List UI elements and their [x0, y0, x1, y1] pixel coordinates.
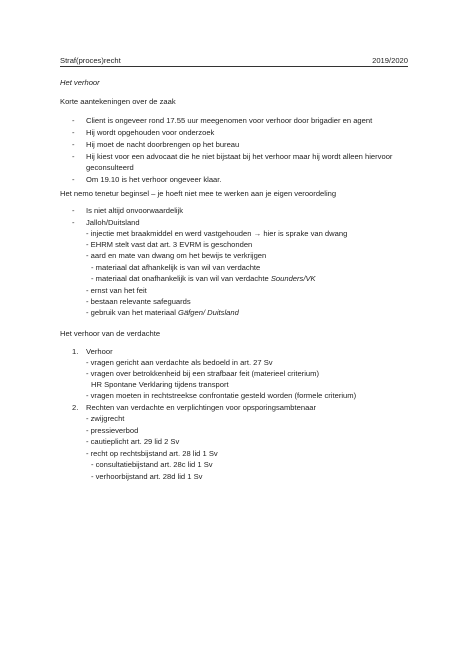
academic-year: 2019/2020	[372, 56, 408, 65]
bullet-dash: -	[72, 140, 75, 149]
nemo-heading: Het nemo tenetur beginsel – je hoeft niet mee te werken aan je eigen veroordeling	[60, 189, 337, 198]
note-item: Om 19.10 is het verhoor ongeveer klaar.	[86, 175, 222, 184]
injection-text: - injectie met braakmiddel en werd vastgehouden	[86, 229, 252, 238]
bullet-dash: -	[72, 116, 75, 125]
onafhankelijk-text: - materiaal dat onafhankelijk is van wil van verdachte	[91, 274, 269, 283]
nemo-subitem: - aard en mate van dwang om het bewijs te verkrijgen	[86, 251, 267, 260]
note-item: Hij wordt opgehouden voor onderzoek	[86, 128, 215, 137]
injection-conclusion: hier is sprake van dwang	[263, 229, 348, 238]
rights-line: - zwijgrecht	[86, 414, 125, 423]
case-reference: Gäfgen/ Duitsland	[178, 308, 239, 317]
rights-line: - pressieverbod	[86, 426, 139, 435]
nemo-subitem: - bestaan relevante safeguards	[86, 297, 191, 306]
bullet-dash: -	[72, 175, 75, 184]
arrow-right-icon: →	[253, 229, 262, 238]
verhoor-line: - vragen moeten in rechtstreekse confrontatie gesteld worden (formele criterium)	[86, 391, 357, 400]
verdachte-heading: Het verhoor van de verdachte	[60, 329, 161, 338]
nemo-subitem	[86, 309, 239, 317]
list-number: 1.	[72, 347, 79, 356]
nemo-subitem: - ernst van het feit	[86, 286, 147, 295]
rights-line: - verhoorbijstand art. 28d lid 1 Sv	[91, 472, 203, 481]
course-title: Straf(proces)recht	[60, 56, 121, 65]
nemo-subitem: - EHRM stelt vast dat art. 3 EVRM is geschonden	[86, 240, 253, 249]
notes-heading: Korte aantekeningen over de zaak	[60, 97, 176, 106]
note-item: Hij moet de nacht doorbrengen op het bureau	[86, 140, 240, 149]
subsection-title: Rechten van verdachte en verplichtingen voor opsporingsambtenaar	[86, 403, 317, 412]
rights-line: - consultatiebijstand art. 28c lid 1 Sv	[91, 460, 213, 469]
bullet-dash: -	[72, 218, 75, 227]
section-title: Het verhoor	[60, 78, 100, 87]
note-item-continued: geconsulteerd	[86, 163, 134, 172]
gebruik-text: - gebruik van het materiaal	[86, 308, 176, 317]
nemo-item: Jalloh/Duitsland	[86, 218, 140, 227]
verhoor-line: - vragen over betrokkenheid bij een strafbaar feit (materieel criterium)	[86, 369, 319, 378]
rights-line: - cautieplicht art. 29 lid 2 Sv	[86, 437, 180, 446]
header-rule	[60, 66, 408, 67]
subsection-title: Verhoor	[86, 347, 113, 356]
verhoor-line: - vragen gericht aan verdachte als bedoeld in art. 27 Sv	[86, 358, 273, 367]
rights-line: - recht op rechtsbijstand art. 28 lid 1 Sv	[86, 449, 218, 458]
bullet-dash: -	[72, 206, 75, 215]
nemo-subsubitem: - materiaal dat afhankelijk is van wil van verdachte	[91, 263, 261, 272]
list-number: 2.	[72, 403, 79, 412]
nemo-item: Is niet altijd onvoorwaardelijk	[86, 206, 184, 215]
nemo-subitem	[86, 230, 347, 238]
verhoor-line: HR Spontane Verklaring tijdens transport	[91, 380, 229, 389]
note-item: Hij kiest voor een advocaat die he niet bijstaat bij het verhoor maar hij wordt alleen hiervoor	[86, 152, 393, 161]
note-item: Client is ongeveer rond 17.55 uur meegenomen voor verhoor door brigadier en agent	[86, 116, 373, 125]
bullet-dash: -	[72, 152, 75, 161]
bullet-dash: -	[72, 128, 75, 137]
case-reference: Sounders/VK	[270, 274, 316, 283]
nemo-subsubitem	[91, 275, 316, 283]
